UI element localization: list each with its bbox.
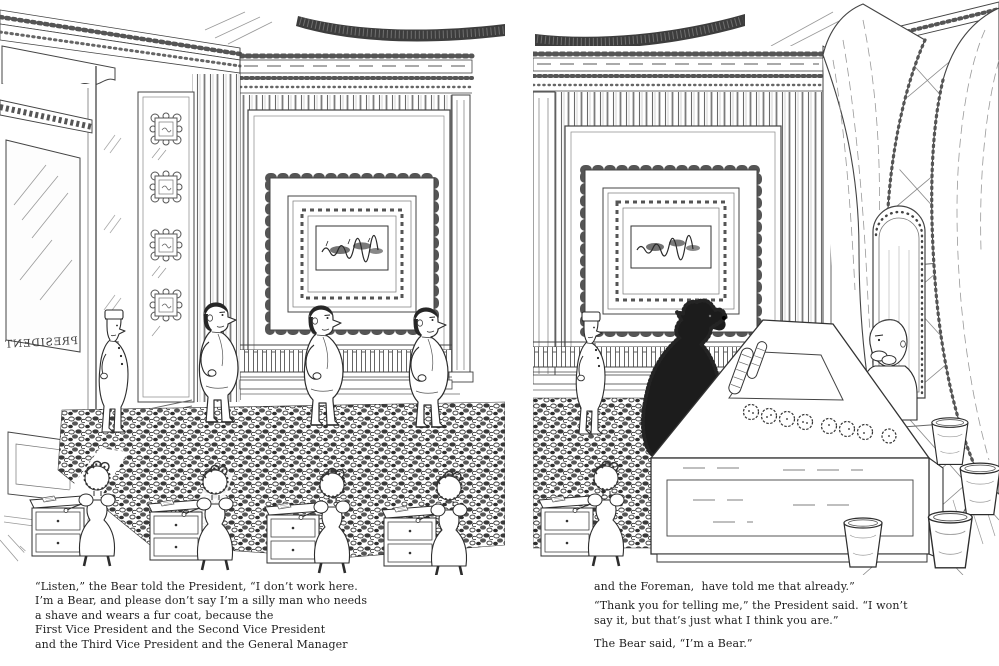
caption-line: and the Third Vice President and the General Manager (35, 637, 348, 651)
right-caption (594, 580, 994, 657)
door-glass (6, 140, 80, 352)
caption-line: I’m a Bear, and please don’t say I’m a silly man who needs (35, 594, 368, 608)
left-illustration (0, 0, 505, 575)
right-illustration (533, 0, 999, 575)
president-door-label: PRESIDENT (4, 335, 79, 351)
small-frame-3 (150, 229, 182, 261)
caption-paragraph: and the Foreman, have told me that already.” (594, 580, 855, 593)
caption-line: First Vice President and the Second Vice President (35, 623, 326, 637)
first-vice-president (199, 303, 238, 422)
painting-artwork-left (316, 226, 388, 270)
caption-line: “Listen,” the Bear told the President, “I don’t work here. (35, 580, 358, 593)
small-frame-4 (150, 289, 182, 321)
ceiling-left (205, 12, 505, 44)
bucket-1 (932, 418, 968, 465)
small-frames-panel (138, 92, 194, 402)
small-frame-2 (150, 171, 182, 203)
bucket-2 (960, 463, 999, 514)
caption-paragraph: The Bear said, “I’m a Bear.” (594, 637, 753, 651)
left-caption (35, 580, 405, 652)
small-frame-1 (150, 113, 182, 145)
pilaster-left-page (449, 95, 473, 382)
bucket-3 (844, 518, 882, 567)
bucket-4 (928, 511, 972, 567)
caption-paragraph: “Thank you for telling me,” the President said. “I won’t say it, but that’s just what I think you are.” (594, 599, 908, 627)
painting-artwork-right (631, 226, 711, 268)
caption-line: a shave and wears a fur coat, because the (35, 608, 274, 622)
